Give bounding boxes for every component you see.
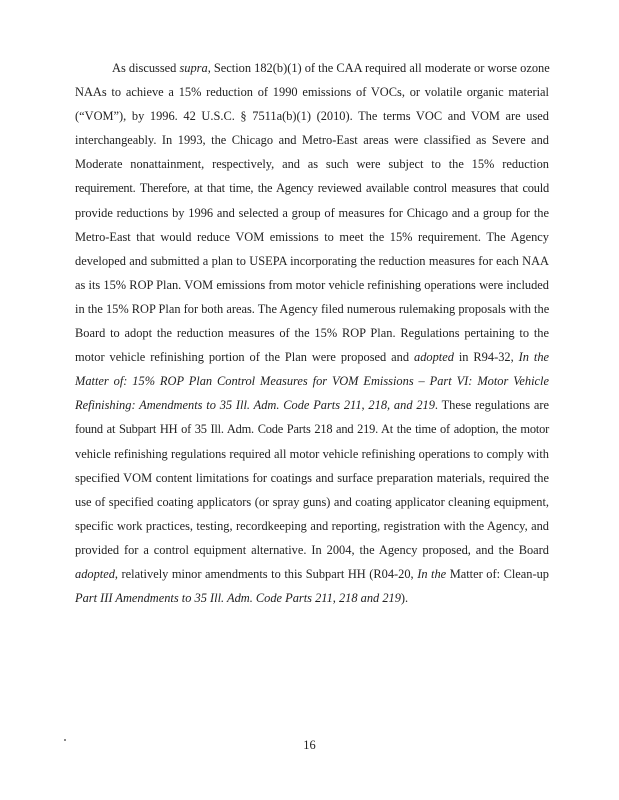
paragraph-line: developed and submitted a plan to USEPA incorporating the reduction measures for each NAA [75, 253, 549, 268]
paragraph-line: As discussed supra, Section 182(b)(1) of the CAA required all moderate or worse ozone [112, 61, 550, 75]
paragraph-line: specific work practices, testing, recordkeeping and reporting, registration with the Agency, and [75, 518, 549, 533]
paragraph-line: use of specified coating applicators (or spray guns) and coating applicator cleaning equipment, [75, 494, 549, 509]
paragraph-line: (“VOM”), by 1996. 42 U.S.C. § 7511a(b)(1) (2010). The terms VOC and VOM are used [75, 109, 549, 124]
paragraph-line: Part III Amendments to 35 Ill. Adm. Code Parts 211, 218 and 219). [75, 591, 409, 606]
body-paragraph [75, 56, 549, 610]
paragraph-line: provide reductions by 1996 and selected a group of measures for Chicago and a group for the [75, 205, 549, 220]
paragraph-line: vehicle refinishing regulations required all motor vehicle refinishing operations to comply with [75, 446, 549, 461]
paragraph-line: motor vehicle refinishing portion of the Plan were proposed and adopted in R94-32, In the [75, 350, 550, 365]
paragraph-line: provided for a control equipment alternative. In 2004, the Agency proposed, and the Board [75, 542, 549, 557]
paragraph-line: specified VOM content limitations for coatings and surface preparation materials, required the [75, 470, 549, 485]
paragraph-line: Board to adopt the reduction measures of the 15% ROP Plan. Regulations pertaining to the [75, 326, 549, 341]
paragraph-line: Matter of: 15% ROP Plan Control Measures for VOM Emissions – Part VI: Motor Vehicle [75, 374, 549, 389]
paragraph-line: interchangeably. In 1993, the Chicago and Metro-East areas were classified as Severe and [75, 133, 549, 148]
paragraph-line: NAAs to achieve a 15% reduction of 1990 emissions of VOCs, or volatile organic material [75, 85, 549, 100]
paragraph-line: Metro-East that would reduce VOM emissions to meet the 15% requirement. The Agency [75, 229, 549, 244]
paragraph-line: found at Subpart HH of 35 Ill. Adm. Code Parts 218 and 219. At the time of adoption, the motor [75, 422, 549, 437]
paragraph-line: in the 15% ROP Plan for both areas. The Agency filed numerous rulemaking proposals with the [75, 301, 550, 316]
paragraph-line: as its 15% ROP Plan. VOM emissions from motor vehicle refinishing operations were included [75, 277, 549, 292]
paragraph-line: Moderate nonattainment, respectively, and as such were subject to the 15% reduction [75, 157, 549, 172]
page-number: 16 [303, 738, 316, 752]
paragraph-line: adopted, relatively minor amendments to this Subpart HH (R04-20, In the Matter of: Clean-up [75, 566, 549, 581]
paragraph-line: Refinishing: Amendments to 35 Ill. Adm. Code Parts 211, 218, and 219. These regulations are [75, 398, 549, 413]
paragraph-line: requirement. Therefore, at that time, the Agency reviewed available control measures that could [75, 181, 549, 196]
